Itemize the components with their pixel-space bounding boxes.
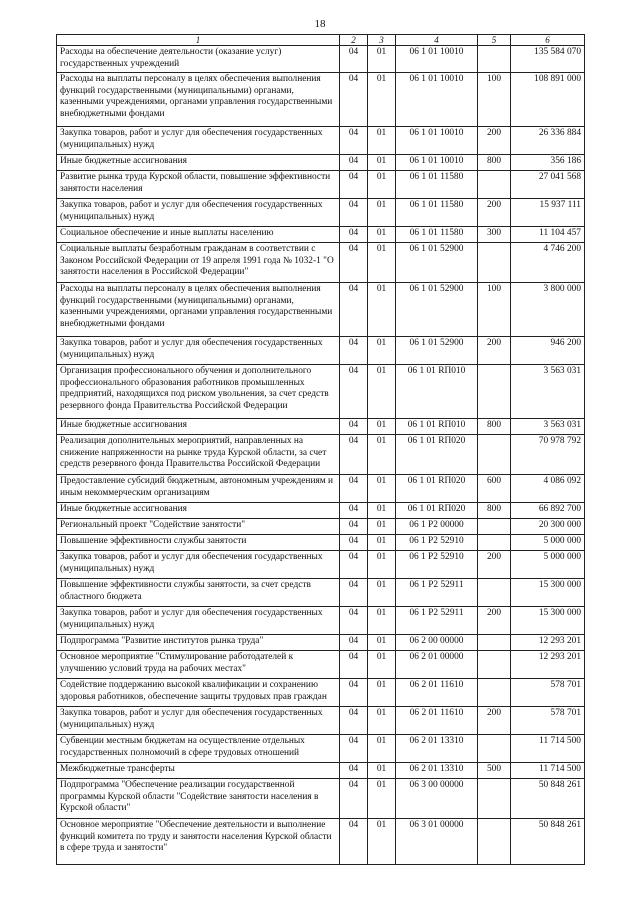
table-row (57, 365, 585, 419)
cell-amount: 15 937 111 (511, 199, 585, 227)
cell-amount: 70 978 792 (511, 435, 585, 475)
cell-subsection: 01 (368, 579, 396, 607)
cell-subsection: 01 (368, 519, 396, 535)
table-row (57, 763, 585, 779)
cell-name: Основное мероприятие "Обеспечение деятельности и выполнение функций комитета по труду и занятости населения Курской области в сфере труда и занятости" (57, 819, 340, 865)
cell-subsection: 01 (368, 283, 396, 337)
cell-expense-type (478, 435, 511, 475)
cell-name: Повышение эффективности службы занятости, за счет средств областного бюджета (57, 579, 340, 607)
cell-name: Закупка товаров, работ и услуг для обеспечения государственных (муниципальных) нужд (57, 551, 340, 579)
cell-subsection: 01 (368, 707, 396, 735)
cell-amount: 50 848 261 (511, 819, 585, 865)
cell-subsection: 01 (368, 551, 396, 579)
table-row (57, 227, 585, 243)
cell-target-article: 06 2 01 13310 (396, 735, 478, 763)
cell-amount: 50 848 261 (511, 779, 585, 819)
cell-expense-type (478, 635, 511, 651)
cell-amount: 66 892 700 (511, 503, 585, 519)
cell-expense-type (478, 679, 511, 707)
table-row (57, 155, 585, 171)
cell-section: 04 (340, 73, 368, 127)
cell-target-article: 06 3 01 00000 (396, 819, 478, 865)
header-cell-vr: 5 (478, 35, 511, 46)
table-row (57, 475, 585, 503)
cell-section: 04 (340, 679, 368, 707)
table-row (57, 779, 585, 819)
cell-expense-type: 800 (478, 419, 511, 435)
cell-target-article: 06 1 01 RП020 (396, 435, 478, 475)
cell-expense-type (478, 651, 511, 679)
cell-section: 04 (340, 155, 368, 171)
cell-amount: 11 104 457 (511, 227, 585, 243)
cell-name: Региональный проект "Содействие занятости" (57, 519, 340, 535)
cell-amount: 946 200 (511, 337, 585, 365)
cell-expense-type: 200 (478, 337, 511, 365)
page-number: 18 (314, 18, 326, 30)
header-cell-tcs: 4 (396, 35, 478, 46)
cell-subsection: 01 (368, 635, 396, 651)
cell-expense-type (478, 365, 511, 419)
table-row (57, 707, 585, 735)
cell-target-article: 06 1 P2 52911 (396, 607, 478, 635)
cell-expense-type (478, 579, 511, 607)
cell-amount: 11 714 500 (511, 763, 585, 779)
cell-target-article: 06 2 01 11610 (396, 707, 478, 735)
cell-amount: 578 701 (511, 679, 585, 707)
cell-subsection: 01 (368, 735, 396, 763)
cell-name: Реализация дополнительных мероприятий, направленных на снижение напряженности на рынке труда Курской области, за счет средств резервного фонда Правительства Российской Федерации (57, 435, 340, 475)
cell-target-article: 06 1 01 10010 (396, 127, 478, 155)
cell-subsection: 01 (368, 171, 396, 199)
cell-subsection: 01 (368, 419, 396, 435)
cell-expense-type: 300 (478, 227, 511, 243)
table-row (57, 435, 585, 475)
cell-name: Организация профессионального обучения и дополнительного профессионального образования работников промышленных предприятий, находящихся под риском увольнения, за счет средств резервного фонда Правительства Российской Федерации (57, 365, 340, 419)
table-row (57, 199, 585, 227)
cell-expense-type (478, 46, 511, 73)
cell-expense-type: 100 (478, 283, 511, 337)
cell-amount: 356 186 (511, 155, 585, 171)
cell-subsection: 01 (368, 73, 396, 127)
cell-amount: 11 714 500 (511, 735, 585, 763)
cell-section: 04 (340, 419, 368, 435)
cell-section: 04 (340, 243, 368, 283)
cell-expense-type: 800 (478, 503, 511, 519)
cell-target-article: 06 1 01 RП010 (396, 365, 478, 419)
cell-target-article: 06 1 01 RП020 (396, 475, 478, 503)
cell-target-article: 06 1 01 11580 (396, 171, 478, 199)
cell-expense-type (478, 171, 511, 199)
cell-name: Закупка товаров, работ и услуг для обеспечения государственных (муниципальных) нужд (57, 607, 340, 635)
header-cell-sum: 6 (511, 35, 585, 46)
cell-name: Расходы на выплаты персоналу в целях обеспечения выполнения функций государственными (муниципальными) органами, казенными учреждениями, органами управления государственными внебюджетными фондами (57, 73, 340, 127)
table-row (57, 579, 585, 607)
cell-name: Подпрограмма "Обеспечение реализации государственной программы Курской области "Содействие занятости населения в Курской области" (57, 779, 340, 819)
cell-name: Социальное обеспечение и иные выплаты населению (57, 227, 340, 243)
cell-name: Иные бюджетные ассигнования (57, 155, 340, 171)
cell-section: 04 (340, 707, 368, 735)
cell-subsection: 01 (368, 155, 396, 171)
cell-section: 04 (340, 283, 368, 337)
cell-target-article: 06 1 P2 52910 (396, 551, 478, 579)
cell-name: Расходы на обеспечение деятельности (оказание услуг) государственных учреждений (57, 46, 340, 73)
table-row (57, 171, 585, 199)
cell-name: Иные бюджетные ассигнования (57, 419, 340, 435)
cell-section: 04 (340, 551, 368, 579)
cell-amount: 108 891 000 (511, 73, 585, 127)
table-row (57, 503, 585, 519)
cell-expense-type: 500 (478, 763, 511, 779)
cell-subsection: 01 (368, 819, 396, 865)
table-row (57, 735, 585, 763)
cell-name: Основное мероприятие "Стимулирование работодателей к улучшению условий труда на рабочих местах" (57, 651, 340, 679)
table-row (57, 679, 585, 707)
table-row (57, 283, 585, 337)
cell-subsection: 01 (368, 763, 396, 779)
header-row (57, 35, 585, 46)
cell-subsection: 01 (368, 199, 396, 227)
cell-section: 04 (340, 635, 368, 651)
cell-subsection: 01 (368, 607, 396, 635)
cell-target-article: 06 1 P2 00000 (396, 519, 478, 535)
cell-amount: 15 300 000 (511, 607, 585, 635)
table-row (57, 519, 585, 535)
header-cell-rz: 2 (340, 35, 368, 46)
cell-name: Закупка товаров, работ и услуг для обеспечения государственных (муниципальных) нужд (57, 337, 340, 365)
cell-expense-type: 200 (478, 127, 511, 155)
cell-target-article: 06 1 01 10010 (396, 73, 478, 127)
cell-name: Закупка товаров, работ и услуг для обеспечения государственных (муниципальных) нужд (57, 199, 340, 227)
cell-name: Содействие поддержанию высокой квалификации и сохранению здоровья работников, обеспечение защиты трудовых прав граждан (57, 679, 340, 707)
cell-target-article: 06 1 01 11580 (396, 199, 478, 227)
table-row (57, 46, 585, 73)
cell-expense-type (478, 735, 511, 763)
cell-target-article: 06 1 01 RП010 (396, 419, 478, 435)
cell-section: 04 (340, 227, 368, 243)
cell-target-article: 06 1 01 10010 (396, 46, 478, 73)
cell-section: 04 (340, 171, 368, 199)
cell-target-article: 06 1 01 10010 (396, 155, 478, 171)
cell-subsection: 01 (368, 365, 396, 419)
cell-subsection: 01 (368, 127, 396, 155)
cell-expense-type: 200 (478, 707, 511, 735)
cell-target-article: 06 2 01 13310 (396, 763, 478, 779)
cell-name: Субвенции местным бюджетам на осуществление отдельных государственных полномочий в сфере трудовых отношений (57, 735, 340, 763)
cell-expense-type: 600 (478, 475, 511, 503)
cell-target-article: 06 2 01 11610 (396, 679, 478, 707)
cell-name: Предоставление субсидий бюджетным, автономным учреждениям и иным некоммерческим организациям (57, 475, 340, 503)
cell-amount: 26 336 884 (511, 127, 585, 155)
cell-section: 04 (340, 819, 368, 865)
cell-amount: 578 701 (511, 707, 585, 735)
cell-expense-type: 200 (478, 607, 511, 635)
table-row (57, 337, 585, 365)
table-row (57, 73, 585, 127)
cell-section: 04 (340, 579, 368, 607)
cell-section: 04 (340, 763, 368, 779)
cell-section: 04 (340, 337, 368, 365)
header-cell-name: 1 (57, 35, 340, 46)
cell-section: 04 (340, 46, 368, 73)
cell-amount: 12 293 201 (511, 635, 585, 651)
cell-amount: 3 563 031 (511, 365, 585, 419)
cell-subsection: 01 (368, 779, 396, 819)
cell-subsection: 01 (368, 679, 396, 707)
table-row (57, 651, 585, 679)
cell-target-article: 06 2 00 00000 (396, 635, 478, 651)
cell-amount: 27 041 568 (511, 171, 585, 199)
cell-name: Иные бюджетные ассигнования (57, 503, 340, 519)
cell-subsection: 01 (368, 227, 396, 243)
cell-section: 04 (340, 475, 368, 503)
cell-name: Социальные выплаты безработным гражданам в соответствии с Законом Российской Федерации от 19 апреля 1991 года № 1032-1 "О занятости населения в Российской Федерации" (57, 243, 340, 283)
cell-subsection: 01 (368, 435, 396, 475)
cell-expense-type: 200 (478, 551, 511, 579)
cell-section: 04 (340, 503, 368, 519)
table-row (57, 419, 585, 435)
cell-subsection: 01 (368, 243, 396, 283)
header-cell-prz: 3 (368, 35, 396, 46)
cell-subsection: 01 (368, 503, 396, 519)
cell-amount: 4 746 200 (511, 243, 585, 283)
cell-subsection: 01 (368, 46, 396, 73)
cell-target-article: 06 1 01 52900 (396, 337, 478, 365)
cell-subsection: 01 (368, 337, 396, 365)
cell-name: Подпрограмма "Развитие институтов рынка труда" (57, 635, 340, 651)
cell-name: Развитие рынка труда Курской области, повышение эффективности занятости населения (57, 171, 340, 199)
table-row (57, 607, 585, 635)
cell-section: 04 (340, 607, 368, 635)
cell-section: 04 (340, 779, 368, 819)
cell-amount: 15 300 000 (511, 579, 585, 607)
cell-amount: 5 000 000 (511, 535, 585, 551)
cell-target-article: 06 1 01 RП020 (396, 503, 478, 519)
cell-name: Закупка товаров, работ и услуг для обеспечения государственных (муниципальных) нужд (57, 127, 340, 155)
cell-section: 04 (340, 535, 368, 551)
cell-target-article: 06 3 00 00000 (396, 779, 478, 819)
cell-amount: 4 086 092 (511, 475, 585, 503)
cell-target-article: 06 1 01 52900 (396, 243, 478, 283)
cell-subsection: 01 (368, 651, 396, 679)
cell-section: 04 (340, 365, 368, 419)
cell-expense-type (478, 519, 511, 535)
cell-target-article: 06 1 01 52900 (396, 283, 478, 337)
cell-expense-type: 200 (478, 199, 511, 227)
cell-target-article: 06 1 01 11580 (396, 227, 478, 243)
cell-section: 04 (340, 127, 368, 155)
cell-section: 04 (340, 199, 368, 227)
cell-target-article: 06 1 P2 52911 (396, 579, 478, 607)
cell-target-article: 06 1 P2 52910 (396, 535, 478, 551)
cell-amount: 12 293 201 (511, 651, 585, 679)
cell-subsection: 01 (368, 475, 396, 503)
cell-amount: 20 300 000 (511, 519, 585, 535)
cell-expense-type (478, 819, 511, 865)
cell-expense-type: 800 (478, 155, 511, 171)
cell-expense-type: 100 (478, 73, 511, 127)
cell-expense-type (478, 535, 511, 551)
table-row (57, 243, 585, 283)
cell-section: 04 (340, 735, 368, 763)
cell-amount: 135 584 070 (511, 46, 585, 73)
budget-table (56, 34, 585, 865)
cell-subsection: 01 (368, 535, 396, 551)
table-row (57, 635, 585, 651)
table-row (57, 535, 585, 551)
cell-amount: 5 000 000 (511, 551, 585, 579)
cell-name: Закупка товаров, работ и услуг для обеспечения государственных (муниципальных) нужд (57, 707, 340, 735)
cell-name: Расходы на выплаты персоналу в целях обеспечения выполнения функций государственными (муниципальными) органами, казенными учреждениями, органами управления государственными внебюджетными фондами (57, 283, 340, 337)
table-row (57, 551, 585, 579)
cell-amount: 3 563 031 (511, 419, 585, 435)
cell-section: 04 (340, 519, 368, 535)
cell-section: 04 (340, 651, 368, 679)
cell-name: Межбюджетные трансферты (57, 763, 340, 779)
cell-section: 04 (340, 435, 368, 475)
cell-target-article: 06 2 01 00000 (396, 651, 478, 679)
cell-name: Повышение эффективности службы занятости (57, 535, 340, 551)
cell-expense-type (478, 779, 511, 819)
cell-expense-type (478, 243, 511, 283)
table-row (57, 819, 585, 865)
cell-amount: 3 800 000 (511, 283, 585, 337)
table-row (57, 127, 585, 155)
